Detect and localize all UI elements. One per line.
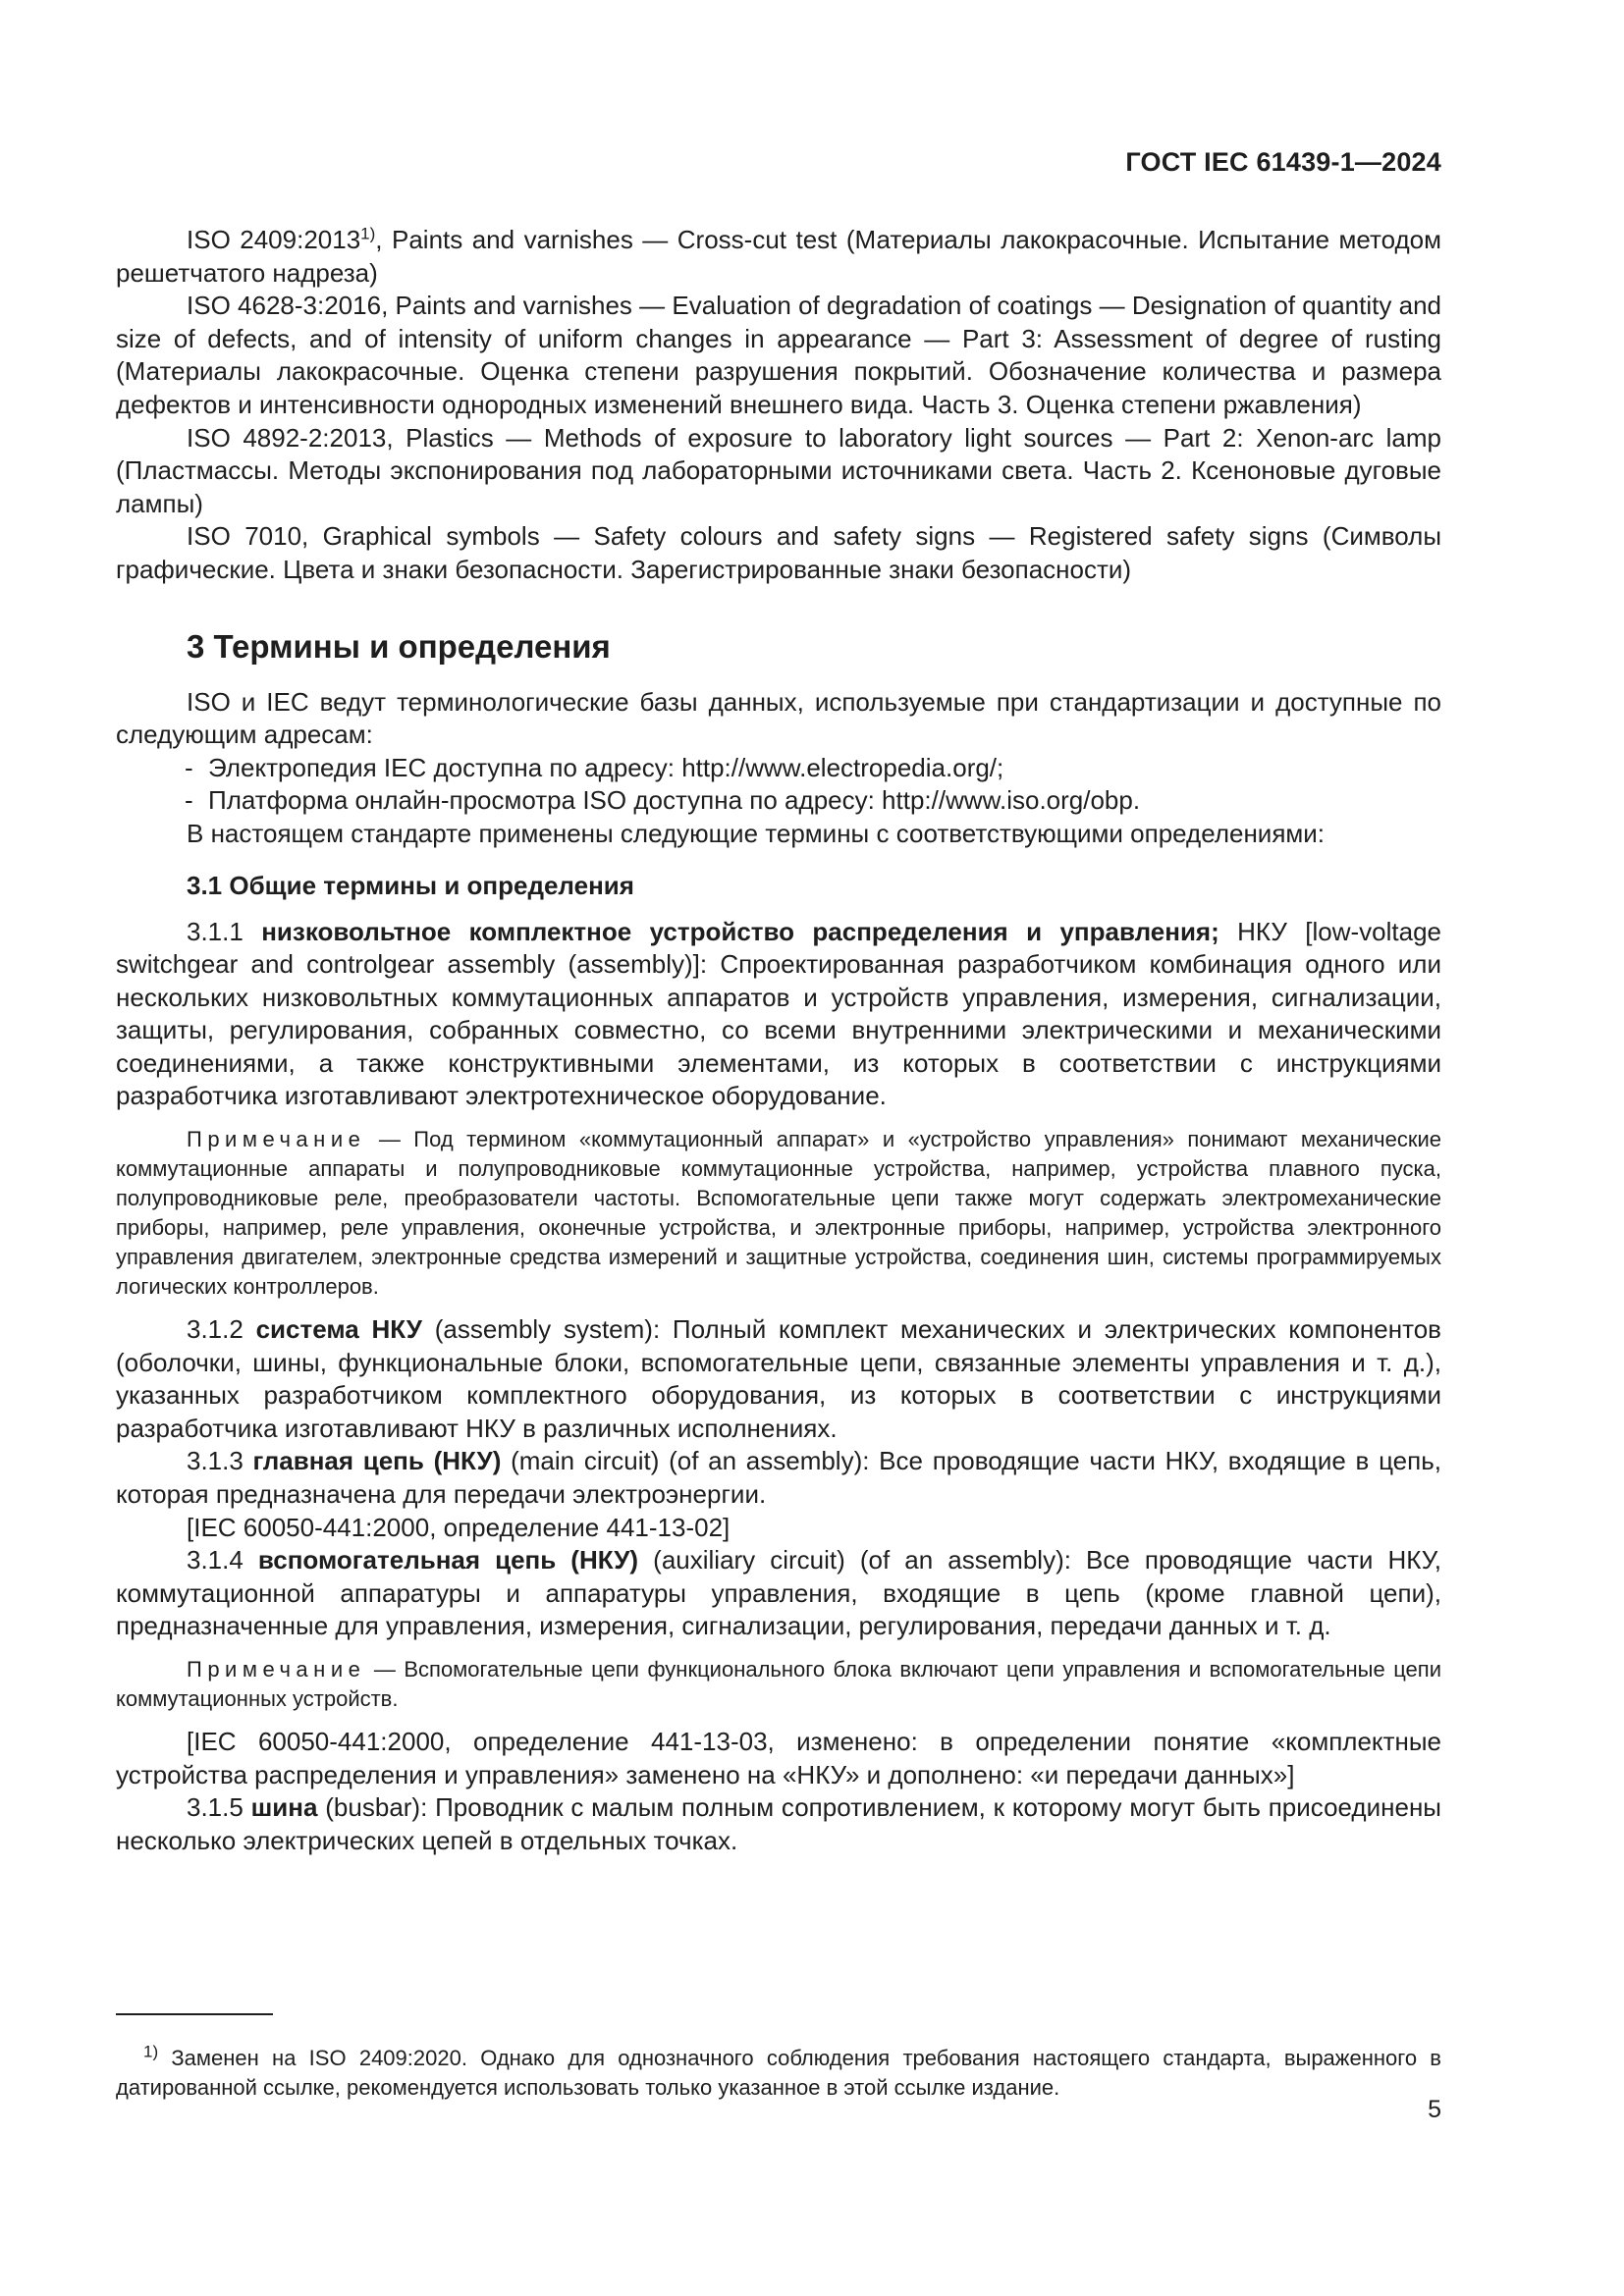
- note-3-1-1: Примечание — Под термином «коммутационный аппарат» и «устройство управления» понимают механические коммутационные аппараты и полупроводниковые коммутационные устройства, например, устройства плавного пуска, полупроводниковые реле, преобразователи частоты. Вспомогательные цепи также могут содержать электромеханические приборы, например, реле управления, оконечные устройства, и электронные приборы, например, устройства электронного управления двигателем, электронные средства измерений и защитные устройства, соединения шин, системы программируемых логических контроллеров.: [116, 1127, 1441, 1300]
- document-id-header: ГОСТ IEC 61439-1—2024: [1125, 147, 1441, 177]
- list-item: - Платформа онлайн-просмотра ISO доступна по адресу: http://www.iso.org/obp.: [185, 785, 1141, 816]
- section-3-outro: В настоящем стандарте применены следующие термины с соответствующими определениями:: [187, 818, 1326, 848]
- reference-iso-7010: ISO 7010, Graphical symbols — Safety colours and safety signs — Registered safety signs (Символы графические. Цвета и знаки безопасности. Зарегистрированные знаки безопасности): [116, 521, 1442, 584]
- page-body: [116, 224, 1441, 1857]
- term-3-1-2: 3.1.2 система НКУ (assembly system): Полный комплект механических и электрических компонентов (оболочки, шины, функциональные блоки, вспомогательные цепи, связанные элементы управления и т. д.), указанных разработчиком комплектного оборудования, из которых в соответствии с инструкциями разработчика изготавливают НКУ в различных исполнениях.: [116, 1314, 1441, 1443]
- footnote: $^{1)}$ Заменен на ISO 2409:2020. Однако для однозначного соблюдения требования настоящего стандарта, выраженного в датированной ссылке, рекомендуется использовать только указанное в этой ссылке издание.: [116, 2042, 1441, 2100]
- reference-iso-2409: ISO 2409:2013$^{1)}$, Paints and varnishes — Cross-cut test (Материалы лакокрасочные. Испытание методом решетчатого надреза): [116, 224, 1441, 288]
- footnote-divider: [116, 2013, 273, 2015]
- list-item: - Электропедия IEC доступна по адресу: http://www.electropedia.org/;: [185, 752, 1004, 782]
- term-3-1-3: 3.1.3 главная цепь (НКУ) (main circuit) (of an assembly): Все проводящие части НКУ, входящие в цепь, которая предназначена для передачи электроэнергии.: [116, 1446, 1441, 1510]
- term-3-1-1: 3.1.1 низковольтное комплектное устройство распределения и управления; НКУ [low-voltage switchgear and controlgear assembly (assembly)]: Спроектированная разработчиком комбинация одного или нескольких низковольтных коммутационных аппаратов и устройств управления, измерения, сигнализации, защиты, регулирования, собранных совместно, со всеми внутренними электрическими и механическими соединениями, а также конструктивными элементами, из которых в соответствии с инструкциями разработчика изготавливают электротехническое оборудование.: [116, 916, 1441, 1111]
- note-3-1-4: Примечание — Вспомогательные цепи функционального блока включают цепи управления и вспомогательные цепи коммутационных устройств.: [116, 1657, 1441, 1711]
- footnote-ref-mark: 1): [360, 224, 376, 243]
- subsection-3-1-heading: 3.1 Общие термины и определения: [187, 870, 634, 900]
- section-3-heading: 3 Термины и определения: [187, 627, 611, 665]
- page-number: 5: [1428, 2096, 1441, 2123]
- reference-iso-4628: ISO 4628-3:2016, Paints and varnishes — Evaluation of degradation of coatings — Designation of quantity and size of defects, and of intensity of uniform changes in appearance — Part 3: Assessment of degree of rusting (Материалы лакокрасочные. Оценка степени разрушения покрытий. Обозначение количества и размера дефектов и интенсивности однородных изменений внешнего вида. Часть 3. Оценка степени ржавления): [116, 291, 1441, 419]
- footnote-mark: 1): [143, 2042, 159, 2061]
- term-3-1-4-source: [IEC 60050-441:2000, определение 441-13-03, изменено: в определении понятие «комплектные устройства распределения и управления» заменено на «НКУ» и дополнено: «и передачи данных»]: [116, 1727, 1441, 1789]
- term-3-1-5: 3.1.5 шина (busbar): Проводник с малым полным сопротивлением, к которому могут быть присоединены несколько электрических цепей в отдельных точках.: [116, 1792, 1441, 1855]
- term-3-1-3-source: [IEC 60050-441:2000, определение 441-13-02]: [187, 1512, 731, 1542]
- reference-iso-4892: ISO 4892-2:2013, Plastics — Methods of exposure to laboratory light sources — Part 2: Xenon-arc lamp (Пластмассы. Методы экспонирования под лабораторными источниками света. Часть 2. Ксеноновые дуговые лампы): [116, 422, 1441, 518]
- section-3-intro: ISO и IEC ведут терминологические базы данных, используемые при стандартизации и доступные по следующим адресам:: [116, 686, 1441, 750]
- term-3-1-4: 3.1.4 вспомогательная цепь (НКУ) (auxiliary circuit) (of an assembly): Все проводящие части НКУ, коммутационной аппаратуры и аппаратуры управления, входящие в цепь (кроме главной цепи), предназначенные для управления, измерения, сигнализации, регулирования, передачи данных и т. д.: [116, 1545, 1441, 1641]
